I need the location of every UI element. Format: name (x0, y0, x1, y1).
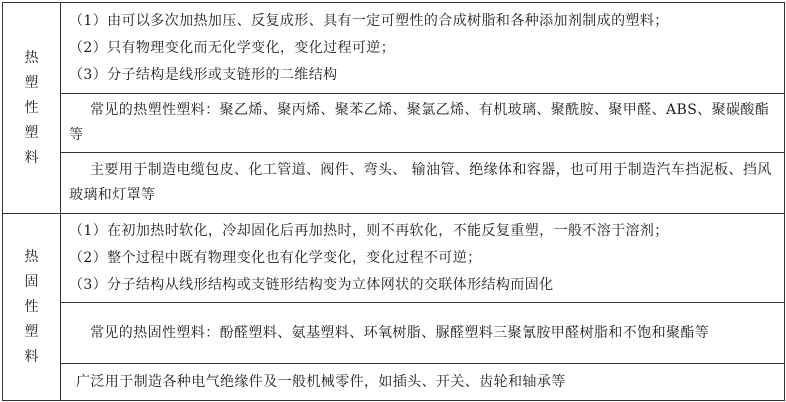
property-line: （2）只有物理变化而无化学变化，变化过程可逆； (69, 39, 396, 56)
category-char: 料 (24, 348, 39, 365)
thermoplastic-uses-cell (61, 153, 785, 214)
thermoset-properties-row (3, 214, 785, 303)
category-char: 料 (24, 149, 39, 166)
thermoplastic-examples-cell (61, 94, 785, 153)
category-char: 塑 (24, 74, 39, 91)
uses-text: 广泛用于制造各种电气绝缘件及一般机械零件，如插头、开关、齿轮和轴承等 (76, 373, 566, 390)
property-line: （2）整个过程中既有物理变化也有化学变化，变化过程不可逆； (69, 249, 482, 266)
thermoset-uses-cell (61, 364, 785, 401)
category-char: 热 (24, 248, 39, 265)
examples-text: 常见的热固性塑料：酚醛塑料、氨基塑料、环氧树脂、脲醛塑料三聚氰胺甲醛树脂和不饱和聚酯等 (90, 324, 710, 341)
category-char: 塑 (24, 124, 39, 141)
thermoset-examples-cell (61, 303, 785, 364)
category-char: 塑 (24, 323, 39, 340)
property-line: （3）分子结构从线形结构或支链形结构变为立体网状的交联体形结构而固化 (69, 276, 554, 293)
property-line: （3）分子结构是线形或支链形的二维结构 (69, 66, 338, 83)
uses-text: 主要用于制造电缆包皮、化工管道、阀件、弯头、 输油管、绝缘体和容器，也可用于制造汽车挡泥板、挡风玻璃和灯罩等 (69, 162, 772, 203)
thermoset-category-cell (3, 214, 61, 401)
category-char: 固 (24, 273, 39, 290)
category-char: 热 (24, 49, 39, 66)
thermoset-uses-row (3, 364, 785, 401)
thermoset-category-label (25, 245, 39, 370)
property-line: （1）由可以多次加热加压、反复成形、具有一定可塑性的合成树脂和各种添加剂制成的塑料； (69, 12, 669, 29)
thermoset-properties-cell (61, 214, 785, 303)
thermoplastic-uses-row (3, 153, 785, 214)
category-char: 性 (24, 99, 39, 116)
category-char: 性 (24, 298, 39, 315)
thermoplastic-examples-row (3, 94, 785, 153)
thermoplastic-category-label (25, 46, 39, 171)
property-line: （1）在初加热时软化，冷却固化后再加热时，则不再软化，不能反复重塑，一般不溶于溶剂； (69, 222, 669, 239)
thermoplastic-properties-row (3, 3, 785, 94)
plastics-comparison-table (2, 2, 785, 401)
thermoplastic-category-cell (3, 3, 61, 214)
thermoplastic-properties-cell (61, 3, 785, 94)
thermoset-examples-row (3, 303, 785, 364)
examples-text: 常见的热塑性塑料：聚乙烯、聚丙烯、聚苯乙烯、聚氯乙烯、有机玻璃、聚酰胺、聚甲醛、ABS、聚碳酸酯等 (69, 102, 770, 143)
